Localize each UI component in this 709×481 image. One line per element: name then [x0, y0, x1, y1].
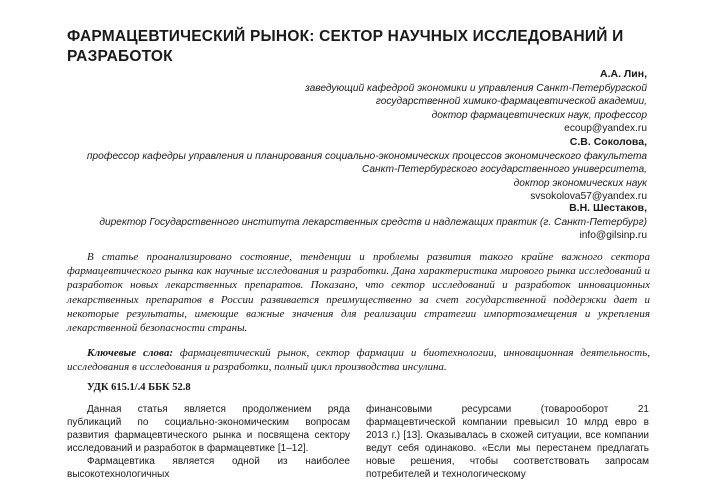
author-block: [305, 68, 647, 136]
author-block: [87, 136, 647, 204]
keywords-text: фармацевтический рынок, сектор фармации и биотехнологии, инновационная деятельность, исследования в исследования и разработки, полный цикл производства инсулина.: [67, 347, 651, 374]
author-affiliation-line: Санкт-Петербургского государственного университета,: [361, 164, 647, 175]
abstract: В статье проанализировано состояние, тенденции и проблемы развития такого крайне важного сектора фармацевтического рынка как научные исследования и разработки. Дана характеристика мирового рынка исследований и разработок новых лекарственных препаратов. Показано, что сектор исследований и разработок инновационных лекарственных препаратов в России развивается преимущественно за счет государственной поддержки дает и некоторые результаты, имеющие важные значения для реализации стратегии импортозамещения и укрепления лекарственной безопасности страны.: [67, 251, 650, 335]
udk-code: УДК 615.1/.4 ББК 52.8: [87, 382, 191, 393]
body-paragraph: Фармацевтика является одной из наиболее высокотехнологичных: [67, 455, 350, 480]
author-affiliation-line: доктор фармацевтических наук, профессор: [431, 109, 647, 121]
author-affiliation-line: заведующий кафедрой экономики и управления Санкт-Петербургской: [304, 82, 647, 94]
author-name: А.А. Лин,: [600, 68, 647, 80]
body-column-right: [366, 404, 649, 481]
author-affiliation-line: доктор экономических наук: [513, 177, 647, 189]
keywords: [67, 346, 650, 374]
author-name: С.В. Соколова,: [569, 136, 647, 148]
author-affiliation-line: государственной химико-фармацевтической академии,: [375, 96, 647, 107]
body-paragraph: Данная статья является продолжением ряда публикаций по социально-экономическим вопросам развития фармацевтического рынка и посвящена сектору исследований и разработок в фармацевтике [1–12].: [67, 404, 350, 454]
author-affiliation-line: профессор кафедры управления и планирования социально-экономических процессов экономического факультета: [86, 150, 647, 162]
keywords-label: Ключевые слова:: [87, 347, 174, 359]
body-paragraph: финансовыми ресурсами (товарооборот 21 фармацевтической компании превысил 10 млрд евро в 2013 г.) [13]. Оказывалась в схожей ситуации, все компании ведут себя одинаково. «Если мы перестанем предлагать новые решения, чтобы соответствовать запросам потребителей и технологическому: [366, 404, 649, 480]
author-name: В.Н. Шестаков,: [569, 202, 647, 214]
article-title: ФАРМАЦЕВТИЧЕСКИЙ РЫНОК: СЕКТОР НАУЧНЫХ ИССЛЕДОВАНИЙ И РАЗРАБОТОК: [67, 28, 624, 65]
author-email: svsokolova57@yandex.ru: [530, 191, 647, 202]
author-affiliation-line: директор Государственного института лекарственных средств и надлежащих практик (г. Санкт-Петербург): [99, 216, 647, 228]
author-email: ecoup@yandex.ru: [564, 123, 647, 134]
author-block: [99, 202, 647, 243]
body-column-left: [67, 404, 350, 481]
author-email: info@gilsinp.ru: [579, 230, 647, 241]
